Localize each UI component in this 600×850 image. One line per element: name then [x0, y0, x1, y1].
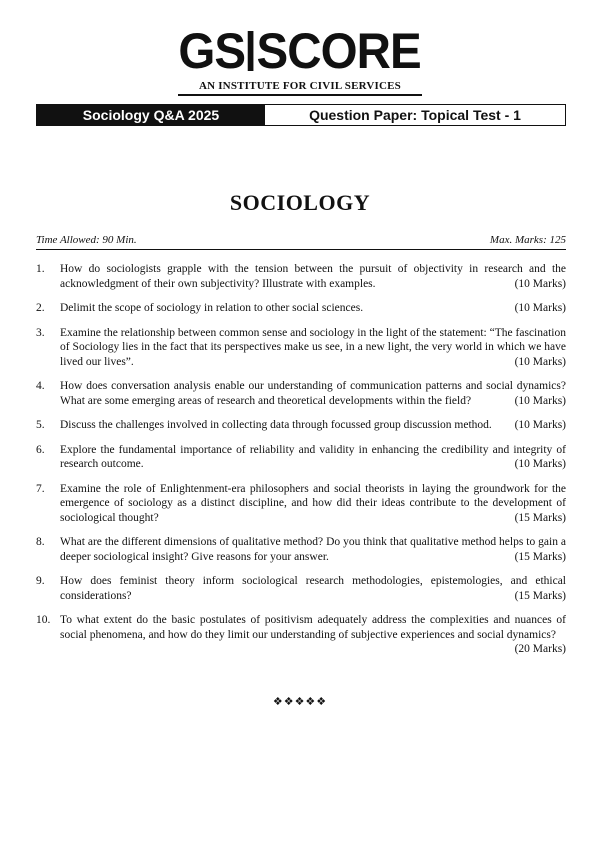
question-number: 5.: [36, 419, 45, 431]
question-number: 9.: [36, 575, 45, 587]
question-item: [36, 326, 566, 370]
question-item: [36, 535, 566, 564]
question-text: Explore the fundamental importance of reliability and validity in enhancing the credibility and integrity of research outcome.: [60, 443, 566, 470]
tagline-underline: [178, 94, 422, 96]
question-number: 6.: [36, 443, 45, 456]
question-text: How do sociologists grapple with the tension between the pursuit of objectivity in research and the acknowledgment of their own subjectivity? Illustrate with examples.: [60, 263, 566, 290]
logo-score: SCORE: [256, 23, 422, 79]
question-marks: (10 Marks): [514, 394, 566, 407]
question-list: [36, 262, 566, 657]
question-text: Examine the relationship between common sense and sociology in the light of the statement: “The fascination of Sociology lies in the fact that its perspectives make us see, in a new light, the very world in which we have lived our lives”.: [60, 326, 566, 368]
question-number: 2.: [36, 302, 45, 314]
logo-tagline: AN INSTITUTE FOR CIVIL SERVICES: [198, 80, 402, 92]
question-marks: (10 Marks): [514, 419, 566, 431]
question-item: [36, 613, 566, 655]
exam-meta: [36, 234, 566, 246]
question-item: [36, 443, 566, 472]
question-marks: (10 Marks): [514, 458, 566, 470]
question-marks: (10 Marks): [514, 302, 566, 314]
question-item: [36, 574, 566, 603]
question-marks: (15 Marks): [514, 550, 566, 563]
question-number: 4.: [36, 380, 45, 392]
max-marks: Max. Marks: 125: [489, 234, 566, 246]
question-item: [36, 379, 566, 408]
question-marks: (15 Marks): [514, 589, 566, 602]
paper-label: Question Paper: Topical Test - 1: [309, 107, 521, 123]
question-text: To what extent do the basic postulates of positivism adequately address the complexities and nuances of social phenomena, and how do they limit our understanding of subjective experiences and social dynamics?: [60, 614, 566, 641]
question-marks: (15 Marks): [514, 511, 566, 524]
question-item: [36, 301, 566, 316]
question-text: Examine the role of Enlightenment-era philosophers and social theorists in laying the groundwork for the emergence of sociology as a distinct discipline, and how did their ideas contribute to the development of sociological thought?: [60, 482, 566, 524]
series-label: Sociology Q&A 2025: [37, 105, 265, 125]
page-title: SOCIOLOGY: [229, 190, 371, 215]
question-marks: (20 Marks): [514, 643, 566, 655]
question-number: 8.: [36, 536, 45, 548]
question-marks: (10 Marks): [514, 277, 566, 290]
question-number: 10.: [36, 614, 51, 626]
header-band: [36, 104, 566, 126]
logo-gs: GS: [178, 23, 246, 79]
question-number: 3.: [36, 326, 45, 339]
question-item: [36, 482, 566, 526]
question-text: Delimit the scope of sociology in relation to other social sciences.: [60, 302, 364, 314]
question-marks: (10 Marks): [514, 355, 566, 368]
logo-wordmark: [178, 23, 422, 79]
question-item: [36, 262, 566, 291]
end-of-paper-ornament: ❖❖❖❖❖: [272, 696, 328, 708]
question-text: How does conversation analysis enable our understanding of communication patterns and social dynamics? What are some emerging areas of research and theoretical developments within the field?: [60, 380, 566, 407]
meta-divider: [36, 249, 566, 250]
logo-divider: [248, 31, 254, 71]
logo: [0, 23, 600, 79]
question-text: How does feminist theory inform sociological research methodologies, epistemologies, and ethical considerations?: [60, 575, 566, 602]
question-number: 1.: [36, 263, 45, 275]
time-allowed: Time Allowed: 90 Min.: [36, 234, 137, 246]
question-item: [36, 418, 566, 433]
question-number: 7.: [36, 482, 45, 495]
question-text: Discuss the challenges involved in collecting data through focussed group discussion method.: [60, 419, 492, 431]
question-text: What are the different dimensions of qualitative method? Do you think that qualitative method helps to gain a deeper sociological insight? Give reasons for your answer.: [60, 536, 566, 563]
